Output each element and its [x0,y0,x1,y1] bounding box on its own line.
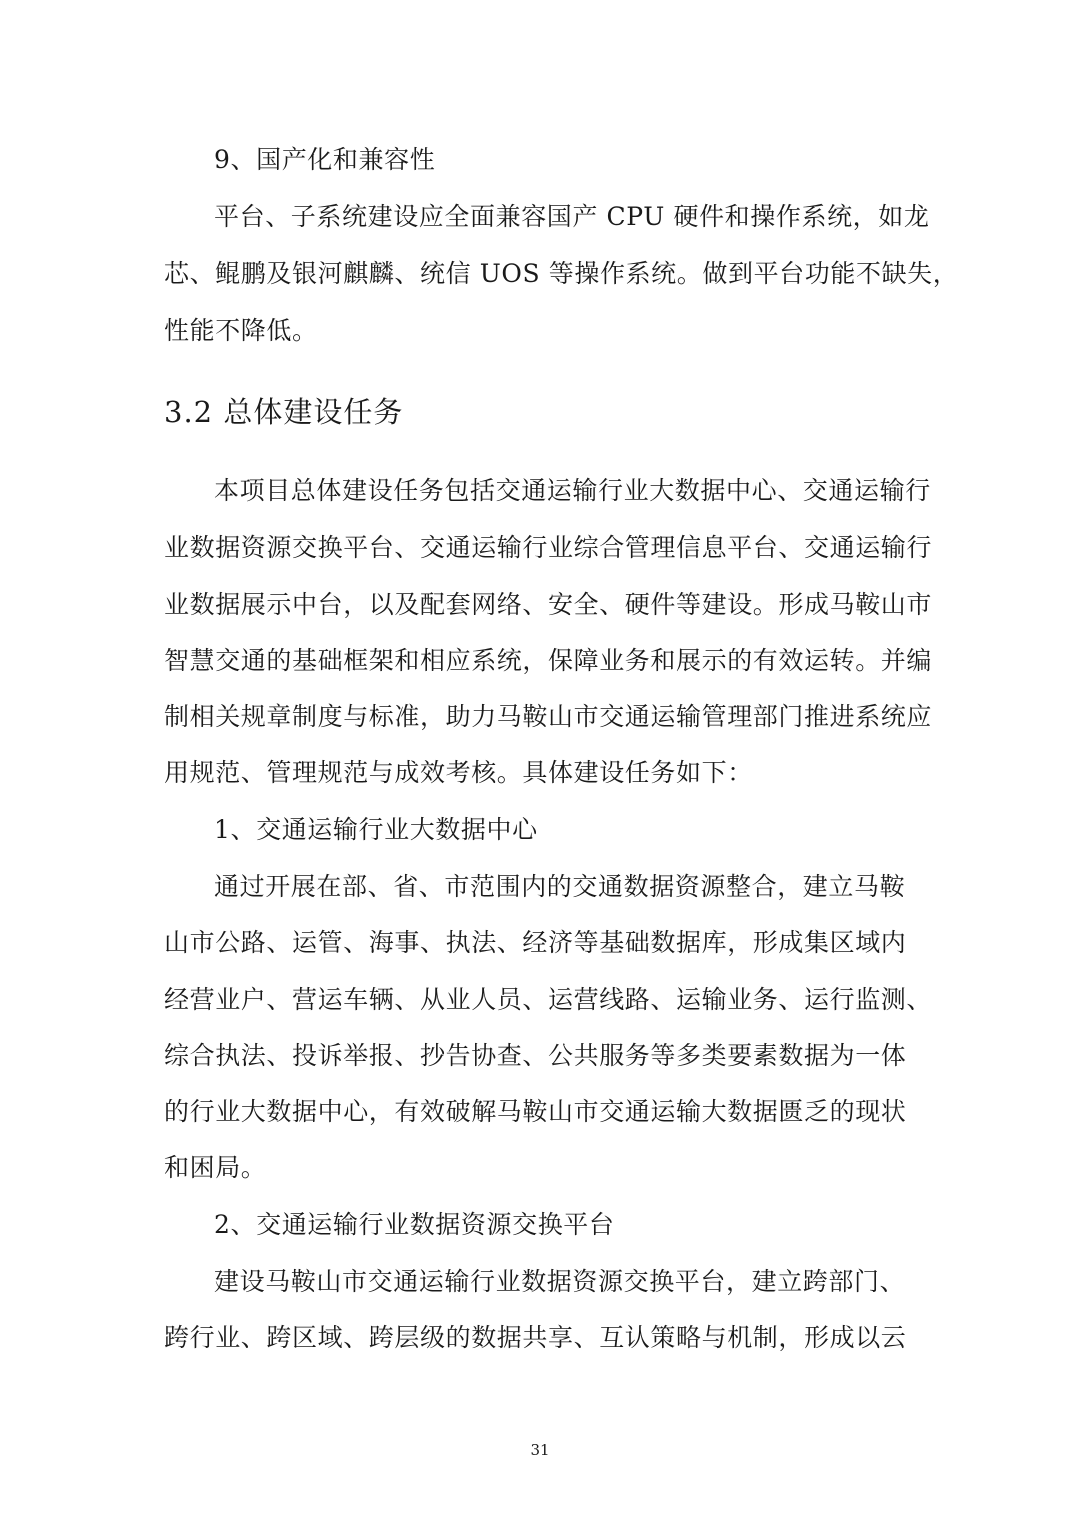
paragraph-line: 本项目总体建设任务包括交通运输行业大数据中心、交通运输行 [214,476,931,505]
paragraph-line: 平台、子系统建设应全面兼容国产 CPU 硬件和操作系统，如龙 [214,202,930,231]
paragraph-line: 综合执法、投诉举报、抄告协查、公共服务等多类要素数据为一体 [164,1041,907,1070]
subsection-title-2: 2、交通运输行业数据资源交换平台 [214,1210,615,1239]
paragraph-line: 制相关规章制度与标准，助力马鞍山市交通运输管理部门推进系统应 [164,702,933,731]
paragraph-line: 芯、鲲鹏及银河麒麟、统信 UOS 等操作系统。做到平台功能不缺失， [164,259,959,288]
subsection-title-9: 9、国产化和兼容性 [214,145,436,174]
paragraph-line: 的行业大数据中心，有效破解马鞍山市交通运输大数据匮乏的现状 [164,1097,907,1126]
paragraph-line: 和困局。 [164,1153,267,1182]
paragraph-line: 性能不降低。 [164,316,318,345]
paragraph-line: 用规范、管理规范与成效考核。具体建设任务如下： [164,758,753,787]
paragraph-line: 通过开展在部、省、市范围内的交通数据资源整合，建立马鞍 [214,872,906,901]
subsection-title-1: 1、交通运输行业大数据中心 [214,815,538,844]
section-heading: 3.2 总体建设任务 [164,395,404,429]
paragraph-line: 智慧交通的基础框架和相应系统，保障业务和展示的有效运转。并编 [164,646,933,675]
paragraph-line: 业数据资源交换平台、交通运输行业综合管理信息平台、交通运输行 [164,533,933,562]
paragraph-line: 建设马鞍山市交通运输行业数据资源交换平台，建立跨部门、 [214,1267,906,1296]
paragraph-line: 跨行业、跨区域、跨层级的数据共享、互认策略与机制，形成以云 [164,1323,907,1352]
page-number: 31 [530,1441,550,1459]
paragraph-line: 业数据展示中台，以及配套网络、安全、硬件等建设。形成马鞍山市 [164,590,933,619]
paragraph-line: 山市公路、运管、海事、执法、经济等基础数据库，形成集区域内 [164,928,907,957]
paragraph-line: 经营业户、营运车辆、从业人员、运营线路、运输业务、运行监测、 [164,985,933,1014]
